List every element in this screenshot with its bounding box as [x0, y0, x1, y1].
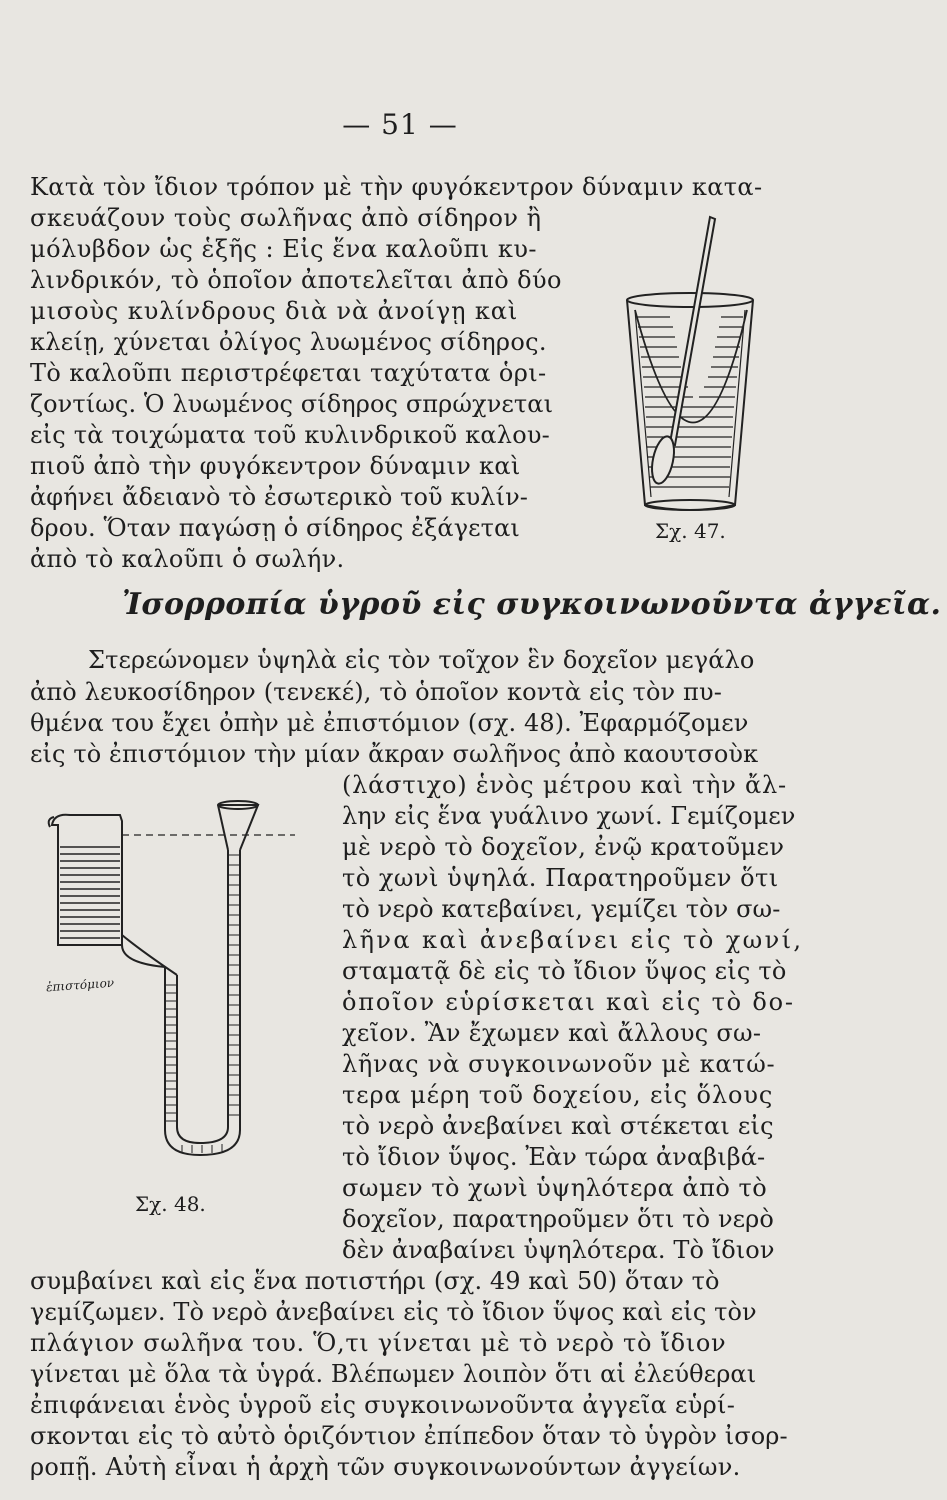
text-line: ὁποῖον εὑρίσκεται καὶ εἰς τὸ δο-	[342, 988, 795, 1016]
page-number: — 51 —	[342, 108, 458, 141]
text-line: λην εἰς ἕνα γυάλινο χωνί. Γεμίζομεν	[342, 802, 796, 830]
text-line: ἐπιφάνειαι ἑνὸς ὑγροῦ εἰς συγκοινωνοῦντα ἀγγεῖα εὑρί-	[30, 1391, 736, 1419]
text-line: λινδρικόν, τὸ ὁποῖον ἀποτελεῖται ἀπὸ δύο	[30, 266, 562, 294]
text-line: Κατὰ τὸν ἴδιον τρόπον μὲ τὴν φυγόκεντρον δύναμιν κατα-	[30, 173, 763, 201]
text-line: δοχεῖον, παρατηροῦμεν ὅτι τὸ νερὸ	[342, 1205, 774, 1233]
text-line: σωμεν τὸ χωνὶ ὑψηλότερα ἀπὸ τὸ	[342, 1174, 768, 1202]
text-line: λῆνα καὶ ἀνεβαίνει εἰς τὸ χωνί,	[342, 926, 804, 954]
text-line: Στερεώνομεν ὑψηλὰ εἰς τὸν τοῖχον ἓν δοχεῖον μεγάλο	[88, 646, 755, 674]
figure-48-caption: Σχ. 48.	[135, 1192, 206, 1216]
text-line: κλείῃ, χύνεται ὀλίγος λυωμένος σίδηρος.	[30, 328, 547, 356]
text-line: ἀπὸ λευκοσίδηρον (τενεκέ), τὸ ὁποῖον κοντὰ εἰς τὸν πυ-	[30, 678, 722, 706]
text-line: τὸ χωνὶ ὑψηλά. Παρατηροῦμεν ὅτι	[342, 864, 779, 892]
text-line: τὸ νερὸ ἀνεβαίνει καὶ στέκεται εἰς	[342, 1112, 774, 1140]
text-line: σταματᾷ δὲ εἰς τὸ ἴδιον ὕψος εἰς τὸ	[342, 957, 787, 985]
text-line: μισοὺς κυλίνδρους διὰ νὰ ἀνοίγῃ καὶ	[30, 297, 519, 325]
text-line: εἰς τὰ τοιχώματα τοῦ κυλινδρικοῦ καλου-	[30, 421, 550, 449]
text-line: τερα μέρη τοῦ δοχείου, εἰς ὅλους	[342, 1081, 774, 1109]
text-line: πλάγιον σωλῆνα του. Ὅ,τι γίνεται μὲ τὸ νερὸ τὸ ἴδιον	[30, 1329, 727, 1357]
text-line: τὸ νερὸ κατεβαίνει, γεμίζει τὸν σω-	[342, 895, 781, 923]
text-line: ἀφήνει ἄδειανὸ τὸ ἐσωτερικὸ τοῦ κυλίν-	[30, 483, 528, 511]
text-line: δὲν ἀναβαίνει ὑψηλότερα. Τὸ ἴδιον	[342, 1236, 775, 1264]
text-line: λῆνας νὰ συγκοινωνοῦν μὲ κατώ-	[342, 1050, 776, 1078]
section-heading: Ἰσορροπία ὑγροῦ εἰς συγκοινωνοῦντα ἀγγεῖα.	[122, 587, 942, 622]
figure-47-glass-illustration	[615, 205, 765, 525]
text-line: ροπῇ. Αὐτὴ εἶναι ἡ ἀρχὴ τῶν συγκοινωνούντων ἀγγείων.	[30, 1453, 741, 1481]
text-line: τὸ ἴδιον ὕψος. Ἐὰν τώρα ἀναβιβά-	[342, 1143, 766, 1171]
text-line: θμένα του ἔχει ὀπὴν μὲ ἐπιστόμιον (σχ. 48). Ἐφαρμόζομεν	[30, 709, 749, 737]
text-line: χεῖον. Ἂν ἔχωμεν καὶ ἄλλους σω-	[342, 1019, 762, 1047]
text-line: πιοῦ ἀπὸ τὴν φυγόκεντρον δύναμιν καὶ	[30, 452, 521, 480]
text-line: μόλυβδον ὡς ἑξῆς : Εἰς ἕνα καλοῦπι κυ-	[30, 235, 538, 263]
text-line: σκονται εἰς τὸ αὐτὸ ὁριζόντιον ἐπίπεδον ὅταν τὸ ὑγρὸν ἰσορ-	[30, 1422, 788, 1450]
text-line: μὲ νερὸ τὸ δοχεῖον, ἐνῷ κρατοῦμεν	[342, 833, 785, 861]
text-line: (λάστιχο) ἑνὸς μέτρου καὶ τὴν ἄλ-	[342, 771, 787, 799]
text-line: ζοντίως. Ὁ λυωμένος σίδηρος σπρώχνεται	[30, 390, 554, 418]
figure-47-caption: Σχ. 47.	[655, 519, 726, 543]
text-line: συμβαίνει καὶ εἰς ἕνα ποτιστήρι (σχ. 49 καὶ 50) ὅταν τὸ	[30, 1267, 720, 1295]
figure-48-tap-label: ἐπιστόμιον	[45, 975, 115, 995]
text-line: σκευάζουν τοὺς σωλῆνας ἀπὸ σίδηρον ἢ	[30, 204, 542, 232]
text-line: εἰς τὸ ἐπιστόμιον τὴν μίαν ἄκραν σωλῆνος ἀπὸ καουτσοὺκ	[30, 740, 759, 768]
text-line: Τὸ καλοῦπι περιστρέφεται ταχύτατα ὁρι-	[30, 359, 547, 387]
text-line: ἀπὸ τὸ καλοῦπι ὁ σωλήν.	[30, 545, 345, 573]
text-line: δρου. Ὅταν παγώσῃ ὁ σίδηρος ἐξάγεται	[30, 514, 520, 542]
text-line: γεμίζωμεν. Τὸ νερὸ ἀνεβαίνει εἰς τὸ ἴδιον ὕψος καὶ εἰς τὸν	[30, 1298, 757, 1326]
text-line: γίνεται μὲ ὅλα τὰ ὑγρά. Βλέπωμεν λοιπὸν ὅτι αἱ ἐλεύθεραι	[30, 1360, 757, 1388]
